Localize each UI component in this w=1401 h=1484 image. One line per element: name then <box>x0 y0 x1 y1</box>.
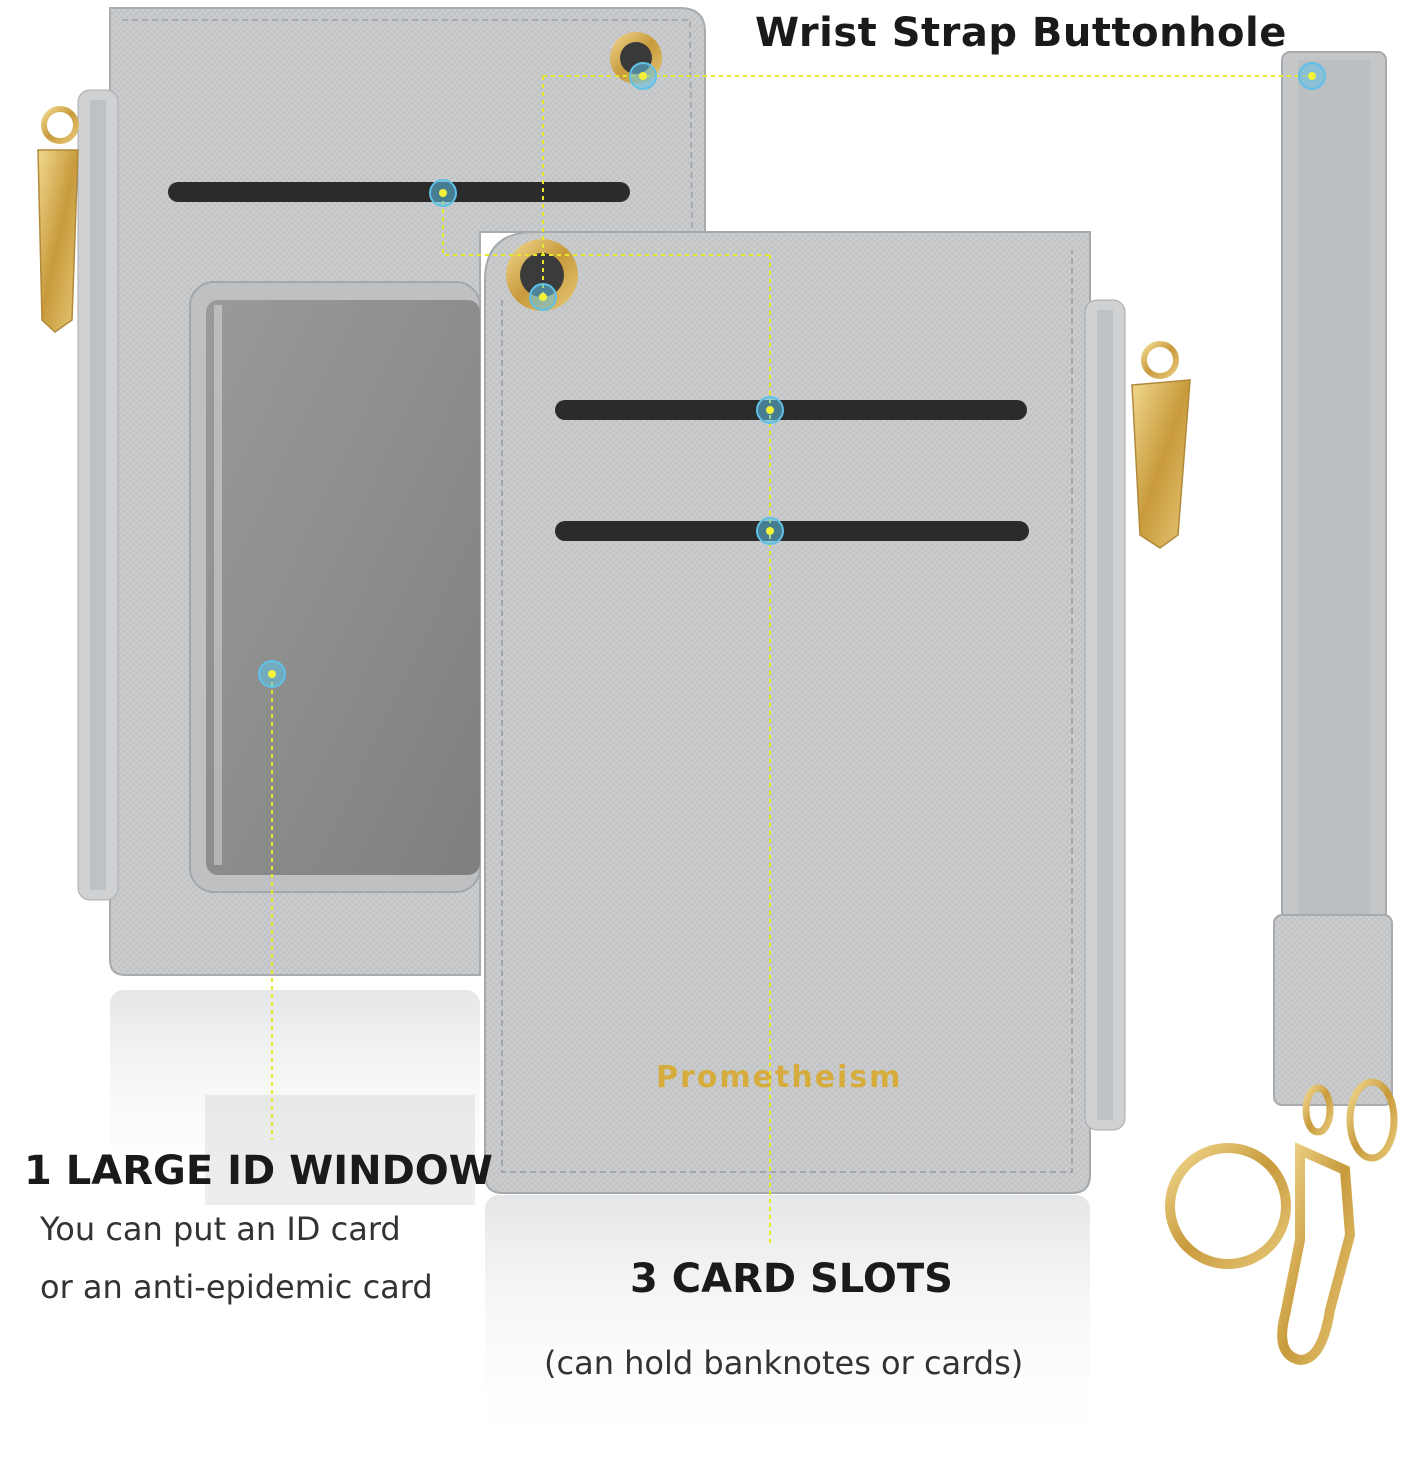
front-wallet <box>485 232 1125 1193</box>
id-window-callout-title: 1 LARGE ID WINDOW <box>24 1148 493 1194</box>
zipper-pull-left <box>38 109 78 332</box>
card-slots-callout-desc: (can hold banknotes or cards) <box>544 1344 1024 1382</box>
wrist-strap-callout-title: Wrist Strap Buttonhole <box>755 10 1287 56</box>
card-slots-callout-title: 3 CARD SLOTS <box>630 1256 953 1302</box>
id-window-callout-desc-line1: You can put an ID card <box>40 1210 401 1248</box>
brand-emboss: Prometheism <box>656 1060 903 1095</box>
id-window-callout-desc-line2: or an anti-epidemic card <box>40 1268 433 1306</box>
wrist-strap <box>1170 52 1394 1360</box>
zipper-pull-right <box>1132 344 1190 548</box>
